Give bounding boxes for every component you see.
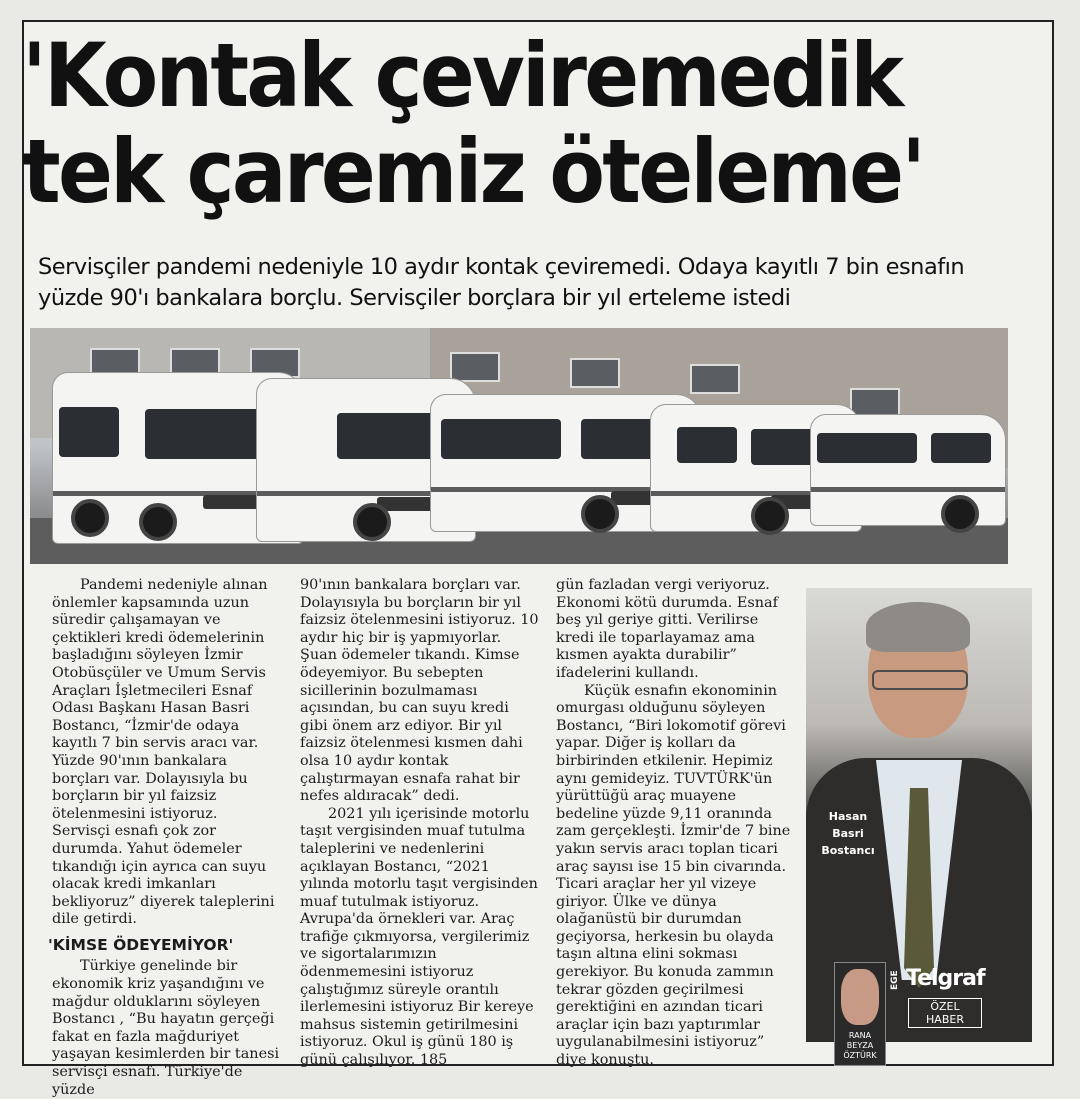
headline-line-2: tek çaremiz öteleme' (22, 120, 924, 223)
paragraph: Türkiye genelinde bir ekonomik kriz yaşandığını ve mağdur olduklarını söyleyen Bostancı , “Bu hayatın gerçeği fakat en fazla mağduriyet yaşayan kesimlerden bir tanesi servisçi esnafı. Türkiye'de yüzde (52, 958, 280, 1098)
photo-window (450, 352, 500, 382)
caption-line: Bostancı (821, 844, 875, 857)
article-column-3 (556, 577, 796, 1070)
paragraph: gün fazladan vergi veriyoruz. Ekonomi kötü durumda. Esnaf beş yıl geriye gitti. Verilirse kredi ile toparlayamaz ama kısmen ayakta durabilir” ifadelerini kullandı. (556, 577, 778, 681)
paragraph: 2021 yılı içerisinde motorlu taşıt vergisinden muaf tutulma taleplerini ve nedenlerini açıklayan Bostancı, “2021 yılında motorlu taşıt vergisinden muaf tutulmak istiyoruz. Avrupa'da örnekleri var. Araç trafiğe çıkmıyorsa, vergilerimiz ve sigortalarımızın ödenmemesini istiyoruz çalıştığımız süreyle orantılı ilerlemesini istiyoruz Bir kereye mahsus sistemin getirilmesini istiyoruz. Okul iş günü 180 iş günü çalışılıyor. 185 (300, 805, 538, 1069)
newspaper-logo (890, 966, 998, 1036)
logo-prefix: EGE (890, 970, 900, 990)
portrait-caption (818, 808, 878, 859)
caption-line: Basri (832, 827, 864, 840)
reporter-name: RANA BEYZA ÖZTÜRK (843, 1031, 877, 1060)
caption-line: Hasan (828, 810, 868, 823)
exclusive-badge: ÖZEL HABER (908, 998, 982, 1028)
article-column-1 (48, 577, 280, 1099)
paragraph: Küçük esnafın ekonominin omurgası olduğunu söyleyen Bostancı, “Biri lokomotif görevi yapar. Diğer iş kolları da birbirinden etkilenir. Hepimiz aynı gemideyiz. TUVTÜRK'ün yürüttüğü araç muayene bedeline yüzde 9,11 oranında zam gerçekleşti. İzmir'de 7 bine yakın servis aracı toplan ticari araç sayısı ise 15 bin civarında. Ticari araçlar her yıl vizeye giriyor. Ülke ve dünya olağanüstü bir durumdan geçiyorsa, herkesin bu olayda taşın altına elini sokması gerekiyor. Bu konuda zammın tekrar gözden geçirilmesi gerektiğini en azından ticari araçlar için bazı yaptırımlar uygulanabilmesini istiyoruz” diye konuştu. (556, 682, 791, 1069)
reporter-photo (834, 962, 886, 1066)
subheadline: Servisçiler pandemi nedeniyle 10 aydır kontak çeviremedi. Odaya kayıtlı 7 bin esnafın yüzde 90'ı bankalara borçlu. Servisçiler borçlara bir yıl erteleme istedi (38, 254, 965, 311)
photo-window (570, 358, 620, 388)
minibus-photo (30, 328, 1008, 564)
minibus (810, 414, 1006, 526)
headline (22, 24, 942, 223)
article-column-2 (300, 577, 540, 1070)
photo-window (690, 364, 740, 394)
headline-line-1: 'Kontak çeviremedik (22, 24, 902, 127)
paragraph: 90'ının bankalara borçları var. Dolayısıyla bu borçların bir yıl faizsiz ötelenmesini istiyoruz. 10 aydır hiç bir iş yapmıyorlar. Şuan ödemeler tıkandı. Kimse ödeyemiyor. Bu sebepten sicillerinin bozulmaması açısından, bu can suyu kredi gibi önem arz ediyor. Bir yıl faizsiz ötelenmesi kısmen dahi olsa 10 aydır kontak çalıştırmayan esnafa rahat bir nefes aldıracak” dedi. (300, 577, 539, 805)
logo-name: Telgraf (906, 966, 985, 991)
section-heading: 'KİMSE ÖDEYEMİYOR' (48, 935, 234, 954)
paragraph: Pandemi nedeniyle alınan önlemler kapsamında uzun süredir çalışamayan ve çektikleri kredi ödemelerinin başladığını söyleyen İzmir Otobüsçüler ve Umum Servis Araçları İşletmecileri Esnaf Odası Başkanı Hasan Basri Bostancı, “İzmir'de odaya kayıtlı 7 bin servis aracı var. Yüzde 90'ının bankalara borçları var. Dolayısıyla bu borçların bir yıl faizsiz ötelenmesini istiyoruz. Servisçi esnafı çok zor durumda. Yahut ödemeler tıkandığı için ayrıca can suyu olacak kredi imkanları bekliyoruz” diyerek taleplerini dile getirdi. (52, 577, 275, 928)
